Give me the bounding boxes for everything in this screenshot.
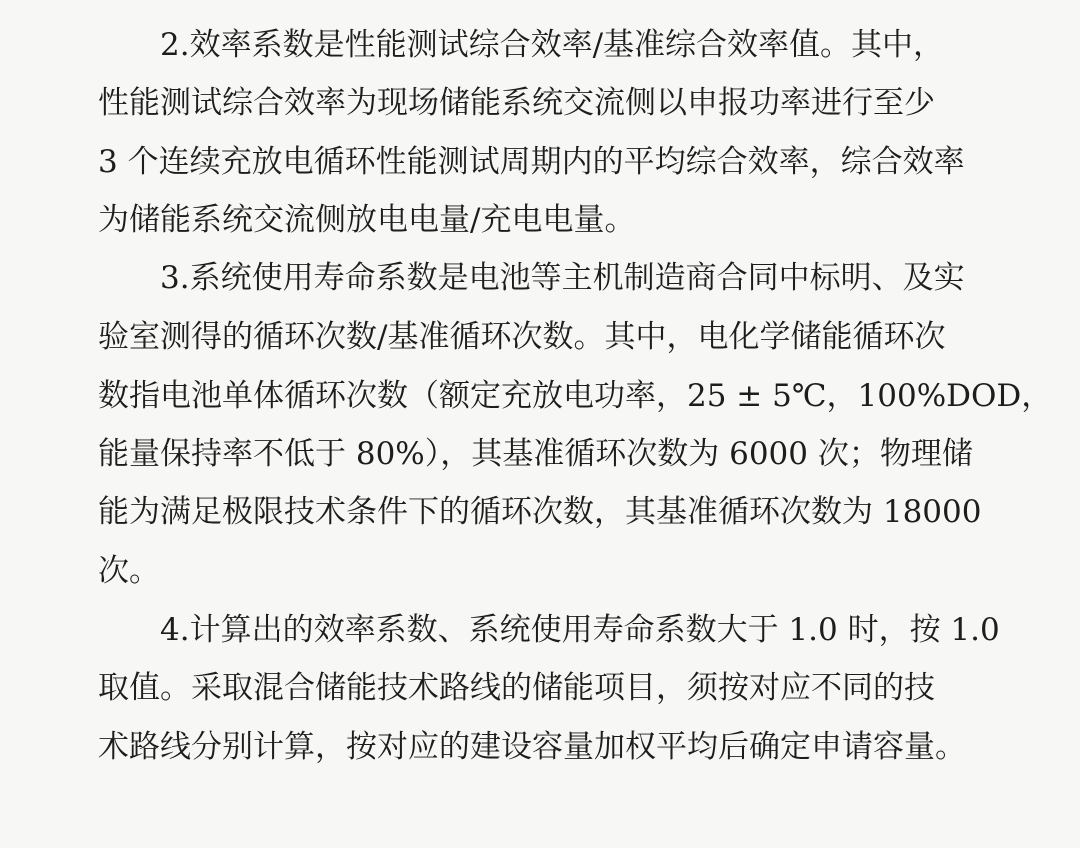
paragraph-3-line-4: 能量保持率不低于 80%），其基准循环次数为 6000 次；物理储 (98, 436, 973, 472)
paragraph-3-line-3: 数指电池单体循环次数（额定充放电功率，25 ± 5℃，100%DOD， (98, 378, 1053, 414)
paragraph-2-line-2: 性能测试综合效率为现场储能系统交流侧以申报功率进行至少 (98, 85, 935, 121)
paragraph-2-line-3: 3 个连续充放电循环性能测试周期内的平均综合效率，综合效率 (98, 144, 965, 180)
paragraph-4-line-3: 术路线分别计算，按对应的建设容量加权平均后确定申请容量。 (98, 729, 966, 765)
paragraph-2-line-1: 2.效率系数是性能测试综合效率/基准综合效率值。其中， (160, 27, 945, 63)
paragraph-2-line-4: 为储能系统交流侧放电电量/充电电量。 (98, 202, 636, 238)
paragraph-3-line-1: 3.系统使用寿命系数是电池等主机制造商合同中标明、及实 (160, 260, 965, 296)
paragraph-4-line-2: 取值。采取混合储能技术路线的储能项目，须按对应不同的技 (98, 670, 935, 706)
paragraph-4-line-1: 4.计算出的效率系数、系统使用寿命系数大于 1.0 时，按 1.0 (160, 612, 1000, 648)
paragraph-3-line-5: 能为满足极限技术条件下的循环次数，其基准循环次数为 18000 (98, 494, 982, 530)
paragraph-3-line-2: 验室测得的循环次数/基准循环次数。其中，电化学储能循环次 (98, 319, 946, 355)
paragraph-3-line-6: 次。 (98, 553, 160, 589)
